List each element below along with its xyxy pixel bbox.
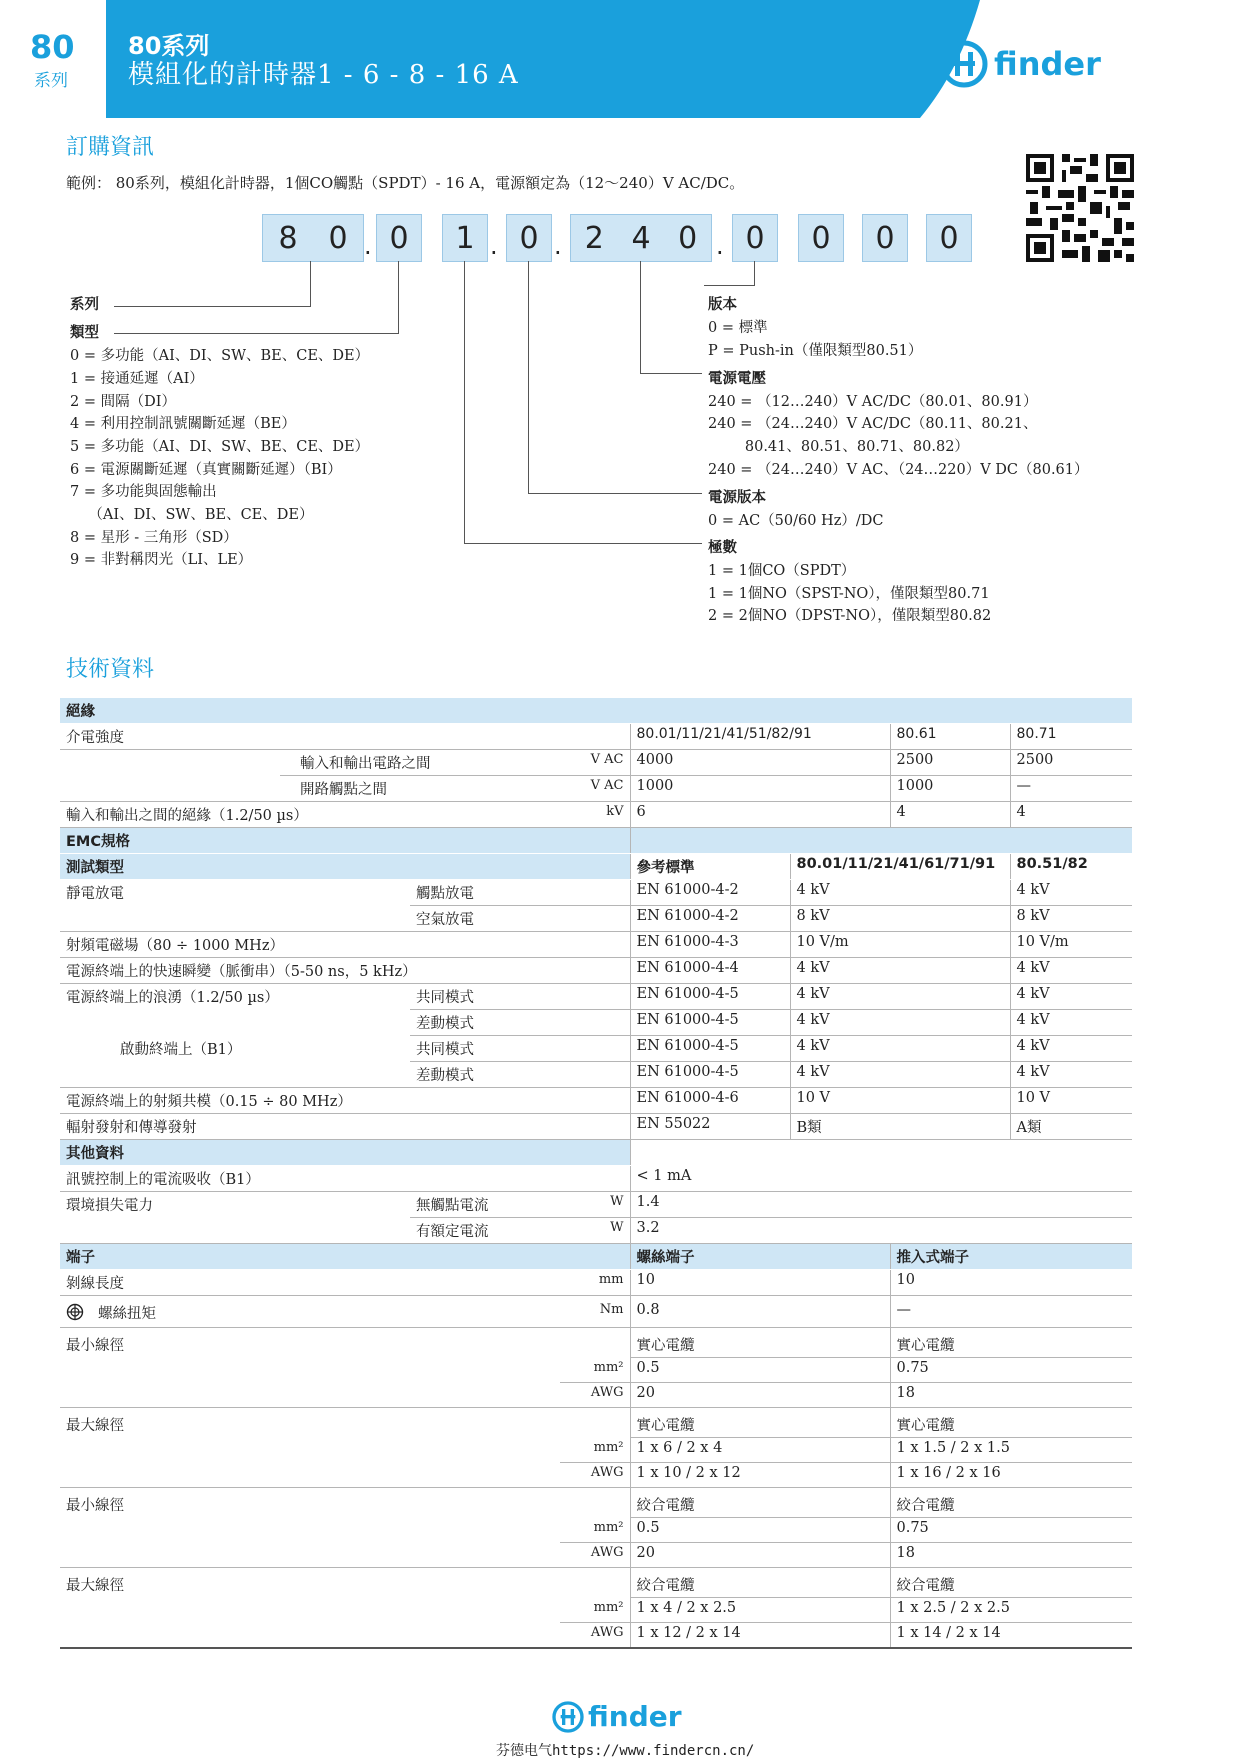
table-row: 最小線徑 絞合電纜 絞合電纜 <box>60 1488 1132 1518</box>
table-row: 輸入和輸出之間的絕緣（1.2/50 µs） kV 6 4 4 <box>60 802 1132 828</box>
connector-line <box>310 261 311 307</box>
voltage-item: 80.41、80.51、80.71、80.82） <box>708 439 969 455</box>
type-item: （AI、DI、SW、BE、CE、DE） <box>70 507 314 523</box>
type-item: 6 = 電源關斷延遲（真實關斷延遲）（BI） <box>70 462 342 478</box>
connector-line <box>464 261 465 544</box>
poles-item: 2 = 2個NO（DPST-NO），僅限類型80.82 <box>708 608 992 624</box>
qr-code <box>1026 154 1134 262</box>
type-item: 9 = 非對稱閃光（LI、LE） <box>70 552 253 568</box>
finder-logo <box>940 40 1101 88</box>
code-box-digit <box>798 214 844 262</box>
table-row: 差動模式 EN 61000-4-5 4 kV 4 kV <box>60 1062 1132 1088</box>
series-label: 系列 <box>34 71 68 91</box>
screw-torque-icon <box>66 1303 84 1321</box>
voltage-item: 240 = （24…240）V AC/DC（80.11、80.21、 <box>708 416 1038 432</box>
type-item: 5 = 多功能（AI、DI、SW、BE、CE、DE） <box>70 439 370 455</box>
table-row: 空氣放電 EN 61000-4-2 8 kV 8 kV <box>60 906 1132 932</box>
table-row: 環境損失電力 無觸點電流 W 1.4 <box>60 1192 1132 1218</box>
code-digit: 8 <box>278 220 298 256</box>
page-subtitle: 模組化的計時器1 - 6 - 8 - 16 A <box>128 60 519 90</box>
type-item: 2 = 間隔（DI） <box>70 394 176 410</box>
code-digit: 1 <box>455 220 475 256</box>
finder-logo-text: finder <box>994 45 1101 83</box>
table-row: 差動模式 EN 61000-4-5 4 kV 4 kV <box>60 1010 1132 1036</box>
table-row: mm² 0.5 0.75 <box>60 1358 1132 1383</box>
table-row: 電源終端上的快速瞬變（脈衝串）（5-50 ns，5 kHz） EN 61000-4-4 4 kV 4 kV <box>60 958 1132 984</box>
type-item: 4 = 利用控制訊號關斷延遲（BE） <box>70 416 296 432</box>
type-item: 8 = 星形 - 三角形（SD） <box>70 530 238 546</box>
connector-line <box>704 285 755 286</box>
finder-logo-icon <box>940 40 988 88</box>
table-row: 輻射發射和傳導發射 EN 55022 B類 A類 <box>60 1114 1132 1140</box>
tech-heading: 技術資料 <box>66 657 155 682</box>
code-box-supply <box>506 214 552 262</box>
tech-table <box>60 698 1132 1649</box>
connector-line <box>114 333 399 334</box>
table-row: 介電強度 80.01/11/21/41/51/82/91 80.61 80.71 <box>60 724 1132 750</box>
table-row: 剝線長度 mm 10 10 <box>60 1270 1132 1296</box>
version-item: 0 = 標準 <box>708 320 768 336</box>
version-item: P = Push-in（僅限類型80.51） <box>708 343 923 359</box>
poles-item: 1 = 1個CO（SPDT） <box>708 563 856 579</box>
table-row: AWG 20 18 <box>60 1543 1132 1568</box>
code-digit: 0 <box>678 220 698 256</box>
table-row: 最大線徑 實心電纜 實心電纜 <box>60 1408 1132 1438</box>
code-box-series <box>262 214 364 262</box>
code-digit: 0 <box>519 220 539 256</box>
connector-line <box>464 543 702 544</box>
table-row: AWG 20 18 <box>60 1383 1132 1408</box>
table-row: 輸入和輸出電路之間 V AC 4000 2500 2500 <box>60 750 1132 776</box>
table-row: 電源終端上的射頻共模（0.15 ÷ 80 MHz） EN 61000-4-6 10 V 10 V <box>60 1088 1132 1114</box>
footer-logo-text: finder <box>588 1700 682 1733</box>
footer-logo <box>552 1700 682 1733</box>
table-row: 射頻電磁場（80 ÷ 1000 MHz） EN 61000-4-3 10 V/m 10 V/m <box>60 932 1132 958</box>
series-number: 80 <box>30 28 75 66</box>
code-box-digit <box>862 214 908 262</box>
supply-item: 0 = AC（50/60 Hz）/DC <box>708 513 884 529</box>
section-emc: EMC規格 <box>60 828 1132 854</box>
type-item: 0 = 多功能（AI、DI、SW、BE、CE、DE） <box>70 348 370 364</box>
table-row: 靜電放電 觸點放電 EN 61000-4-2 4 kV 4 kV <box>60 880 1132 906</box>
connector-line <box>754 261 755 286</box>
table-row: mm² 0.5 0.75 <box>60 1518 1132 1543</box>
table-row: 最小線徑 實心電纜 實心電纜 <box>60 1328 1132 1358</box>
voltage-label: 電源電壓 <box>708 371 766 387</box>
code-box-voltage <box>570 214 712 262</box>
connector-line <box>528 261 529 494</box>
connector-line <box>640 373 702 374</box>
code-digit: 0 <box>328 220 348 256</box>
emc-header-row: 測試類型 參考標準 80.01/11/21/41/61/71/91 80.51/82 <box>60 854 1132 880</box>
connector-line <box>528 493 702 494</box>
supply-label: 電源版本 <box>708 490 766 506</box>
code-box-type <box>376 214 422 262</box>
table-row: 開路觸點之間 V AC 1000 1000 — <box>60 776 1132 802</box>
page-title: 80系列 <box>128 32 210 60</box>
type-code-label: 類型 <box>70 325 99 341</box>
code-digit: 0 <box>745 220 765 256</box>
table-row: 訊號控制上的電流吸收（B1） < 1 mA <box>60 1166 1132 1192</box>
table-row: 螺絲扭矩 Nm 0.8 — <box>60 1296 1132 1328</box>
ordering-heading: 訂購資訊 <box>66 135 155 160</box>
code-digit: 0 <box>811 220 831 256</box>
code-digit: 0 <box>939 220 959 256</box>
finder-logo-icon <box>552 1701 584 1733</box>
table-row: 有額定電流 W 3.2 <box>60 1218 1132 1244</box>
voltage-item: 240 = （12…240）V AC/DC（80.01、80.91） <box>708 394 1038 410</box>
table-row: AWG 1 x 10 / 2 x 12 1 x 16 / 2 x 16 <box>60 1463 1132 1488</box>
poles-item: 1 = 1個NO（SPST-NO），僅限類型80.71 <box>708 586 990 602</box>
table-row: AWG 1 x 12 / 2 x 14 1 x 14 / 2 x 14 <box>60 1623 1132 1649</box>
ordering-example: 範例： 80系列，模組化計時器，1個CO觸點（SPDT）- 16 A，電源額定為（12～240）V AC/DC。 <box>66 174 745 192</box>
code-box-digit <box>926 214 972 262</box>
code-dot: . <box>490 232 498 260</box>
torque-label: 螺絲扭矩 <box>98 1306 156 1322</box>
version-label: 版本 <box>708 297 737 313</box>
code-dot: . <box>554 232 562 260</box>
code-digit: 0 <box>389 220 409 256</box>
code-digit: 2 <box>584 220 604 256</box>
code-digit: 4 <box>631 220 651 256</box>
section-other: 其他資料 <box>60 1140 1132 1166</box>
table-row: mm² 1 x 6 / 2 x 4 1 x 1.5 / 2 x 1.5 <box>60 1438 1132 1463</box>
code-dot: . <box>364 232 372 260</box>
code-box-version <box>732 214 778 262</box>
code-dot: . <box>716 232 724 260</box>
connector-line <box>640 261 641 374</box>
series-code-label: 系列 <box>70 297 99 313</box>
type-item: 1 = 接通延遲（AI） <box>70 371 204 387</box>
table-row: mm² 1 x 4 / 2 x 2.5 1 x 2.5 / 2 x 2.5 <box>60 1598 1132 1623</box>
footer-url[interactable]: 芬德电气https://www.findercn.cn/ <box>496 1743 755 1759</box>
section-insulation: 絕緣 <box>60 698 1132 724</box>
table-row: 電源終端上的浪湧（1.2/50 µs） 共同模式 EN 61000-4-5 4 kV 4 kV <box>60 984 1132 1010</box>
type-item: 7 = 多功能與固態輸出 <box>70 484 217 500</box>
connector-line <box>398 261 399 334</box>
section-terminals: 端子 螺絲端子 推入式端子 <box>60 1244 1132 1270</box>
poles-label: 極數 <box>708 540 737 556</box>
table-row: 啟動終端上（B1） 共同模式 EN 61000-4-5 4 kV 4 kV <box>60 1036 1132 1062</box>
connector-line <box>114 306 311 307</box>
code-box-poles <box>442 214 488 262</box>
voltage-item: 240 = （24…240）V AC、（24…220）V DC（80.61） <box>708 462 1089 478</box>
table-row: 最大線徑 絞合電纜 絞合電纜 <box>60 1568 1132 1598</box>
code-digit: 0 <box>875 220 895 256</box>
